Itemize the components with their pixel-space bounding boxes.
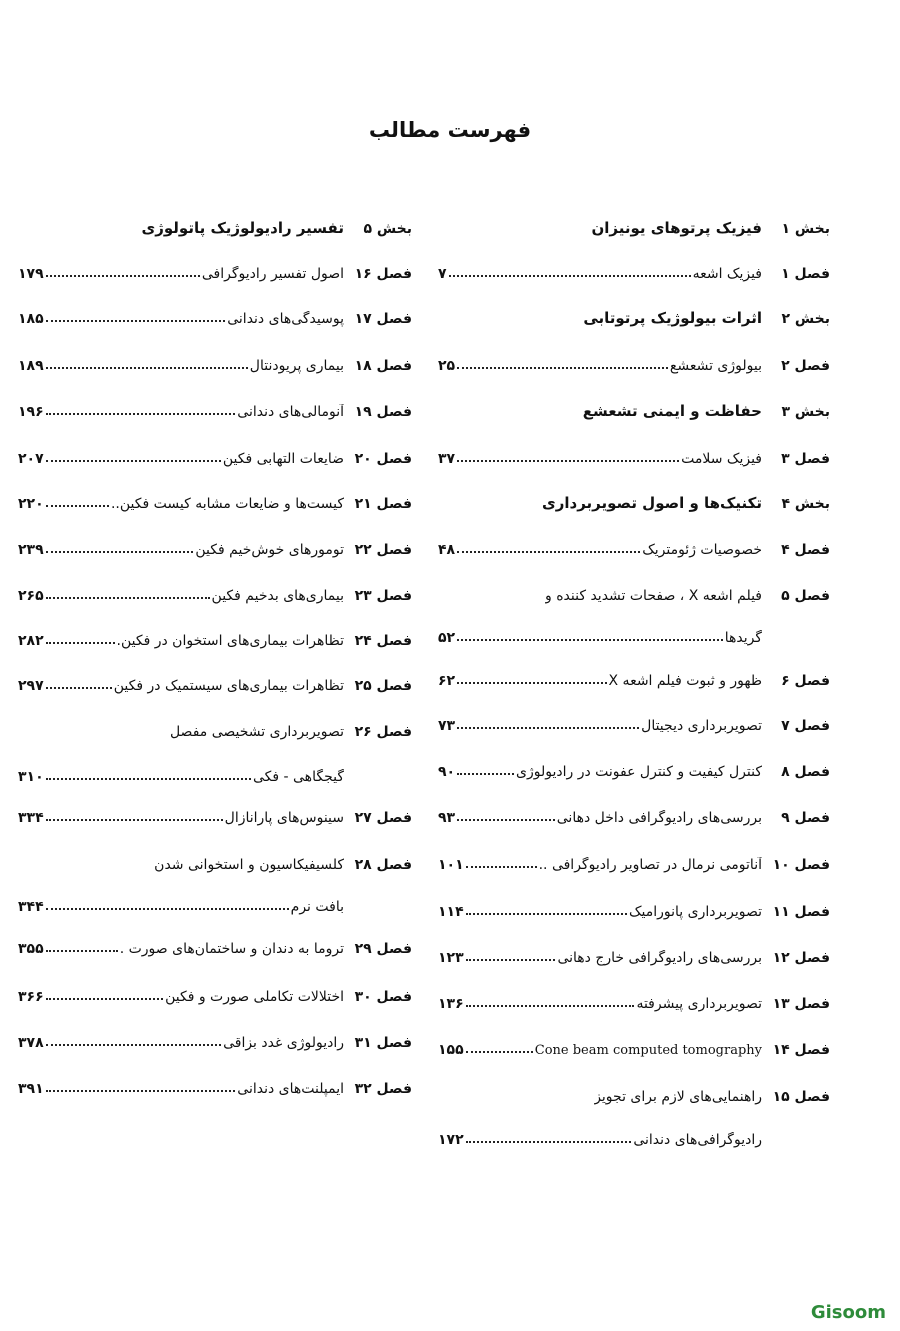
- toc-entry-row: [18, 851, 412, 873]
- page-number: ۳۱۰: [18, 769, 44, 785]
- chapter-title: آناتومی نرمال در تصاویر رادیوگرافی ..: [538, 857, 762, 873]
- chapter-label: فصل ۱۹: [354, 404, 412, 420]
- toc-entry-row: [18, 352, 412, 374]
- dot-leader: [46, 551, 194, 553]
- chapter-title: ایمپلنت‌های دندانی: [237, 1081, 344, 1097]
- chapter-label: فصل ۱۷: [354, 311, 412, 327]
- chapter-label: فصل ۲۰: [354, 451, 412, 467]
- toc-entry-row: [18, 893, 412, 915]
- toc-entry-row: [438, 758, 830, 780]
- toc-entry-row: [18, 672, 412, 694]
- toc-entry-row: [438, 990, 830, 1012]
- section-label: بخش ۱: [781, 221, 830, 237]
- chapter-title: پوسیدگی‌های دندانی: [227, 311, 344, 327]
- chapter-title: رادیوگرافی‌های دندانی: [633, 1132, 762, 1148]
- page-number: ۲۶۵: [18, 588, 44, 604]
- chapter-title: تظاهرات بیماری‌های سیستمیک در فکین: [113, 678, 344, 694]
- toc-entry-row: [438, 624, 830, 646]
- dot-leader: [46, 367, 248, 369]
- section-title: حفاظت و ایمنی تشعشع: [582, 402, 762, 420]
- chapter-title: بررسی‌های رادیوگرافی داخل دهانی: [556, 810, 762, 826]
- toc-entry-row: [438, 1083, 830, 1105]
- chapter-title: بیماری پریودنتال: [249, 358, 344, 374]
- chapter-title: ضایعات التهابی فکین: [222, 451, 344, 467]
- chapter-label: فصل ۱: [781, 266, 830, 282]
- toc-entry-row: [438, 1036, 830, 1058]
- chapter-label: فصل ۲۴: [354, 633, 412, 649]
- chapter-label: فصل ۲۵: [354, 678, 412, 694]
- chapter-title: آنومالی‌های دندانی: [237, 404, 344, 420]
- toc-entry-row: [18, 398, 412, 420]
- chapter-title: کیست‌ها و ضایعات مشابه کیست فکین..: [110, 496, 344, 512]
- chapter-title: فیزیک اشعه: [692, 266, 762, 282]
- toc-entry-row: [18, 763, 412, 785]
- chapter-label: فصل ۲۶: [354, 724, 412, 740]
- toc-entry-row: [18, 445, 412, 467]
- dot-leader: [46, 1090, 236, 1092]
- toc-entry-row: [18, 718, 412, 740]
- toc-entry-row: [18, 260, 412, 282]
- dot-leader: [46, 413, 236, 415]
- page-number: ۱۷۹: [18, 266, 44, 282]
- toc-entry-row: [438, 712, 830, 734]
- dot-leader: [46, 998, 163, 1000]
- page-number: ۳۵۵: [18, 941, 44, 957]
- page-number: ۲۸۲: [18, 633, 44, 649]
- chapter-title: خصوصیات ژئومتریک: [642, 542, 762, 558]
- toc-entry-row: [438, 445, 830, 467]
- chapter-label: فصل ۶: [781, 673, 830, 689]
- page-number: ۱۰۱: [438, 857, 464, 873]
- dot-leader: [46, 597, 210, 599]
- toc-entry-row: [438, 667, 830, 689]
- section-title: تفسیر رادیولوژیک پاتولوژی: [141, 219, 344, 237]
- dot-leader: [457, 551, 640, 553]
- dot-leader: [457, 727, 639, 729]
- dot-leader: [457, 773, 514, 775]
- chapter-title: اصول تفسیر رادیوگرافی: [201, 266, 344, 282]
- dot-leader: [46, 505, 109, 507]
- chapter-label: فصل ۱۵: [772, 1089, 830, 1105]
- dot-leader: [457, 682, 606, 684]
- chapter-title: تظاهرات بیماری‌های استخوان در فکین.: [116, 633, 344, 649]
- brand-logo: [811, 1302, 886, 1323]
- toc-entry-row: [18, 305, 412, 327]
- dot-leader: [46, 320, 226, 322]
- toc-section-row: [438, 490, 830, 512]
- chapter-title: کلسیفیکاسیون و استخوانی شدن: [154, 857, 344, 873]
- chapter-title: بیماری‌های بدخیم فکین: [211, 588, 344, 604]
- chapter-title: بررسی‌های رادیوگرافی خارج دهانی: [557, 950, 762, 966]
- dot-leader: [46, 778, 251, 780]
- chapter-title: رادیولوژی غدد بزاقی: [223, 1035, 344, 1051]
- page-number: ۴۸: [438, 542, 456, 558]
- chapter-label: فصل ۱۲: [772, 950, 830, 966]
- chapter-label: فصل ۹: [781, 810, 830, 826]
- chapter-title: کنترل کیفیت و کنترل عفونت در رادیولوژی: [516, 764, 762, 780]
- page-number: ۳۹۱: [18, 1081, 44, 1097]
- dot-leader: [46, 908, 289, 910]
- chapter-title: راهنمایی‌های لازم برای تجویز: [594, 1089, 762, 1105]
- chapter-label: فصل ۱۶: [354, 266, 412, 282]
- section-label: بخش ۳: [781, 404, 830, 420]
- dot-leader: [46, 819, 223, 821]
- page-number: ۳۷: [438, 451, 456, 467]
- chapter-label: فصل ۱۴: [772, 1042, 830, 1058]
- dot-leader: [46, 687, 112, 689]
- page-number: ۷: [438, 266, 447, 282]
- toc-entry-row: [18, 804, 412, 826]
- section-title: فیزیک پرتوهای یونیزان: [591, 219, 762, 237]
- chapter-label: فصل ۸: [781, 764, 830, 780]
- toc-entry-row: [438, 944, 830, 966]
- dot-leader: [46, 642, 115, 644]
- section-title: تکنیک‌ها و اصول تصویربرداری: [541, 494, 762, 512]
- dot-leader: [466, 1051, 533, 1053]
- toc-section-row: [438, 215, 830, 237]
- toc-entry-row: [438, 851, 830, 873]
- page-number: ۱۷۲: [438, 1132, 464, 1148]
- chapter-label: فصل ۲: [781, 358, 830, 374]
- page-number: ۲۳۹: [18, 542, 44, 558]
- dot-leader: [466, 1141, 632, 1143]
- chapter-title: سینوس‌های پارانازال: [224, 810, 344, 826]
- dot-leader: [46, 275, 200, 277]
- dot-leader: [466, 959, 556, 961]
- toc-entry-row: [18, 935, 412, 957]
- section-label: بخش ۲: [781, 311, 830, 327]
- chapter-title: تصویربرداری پانورامیک: [629, 904, 762, 920]
- chapter-title: تومورهای خوش‌خیم فکین: [195, 542, 344, 558]
- toc-entry-row: [18, 490, 412, 512]
- toc-entry-row: [18, 983, 412, 1005]
- page-number: ۷۳: [438, 718, 456, 734]
- chapter-label: فصل ۱۰: [772, 857, 830, 873]
- toc-column-left: [18, 0, 412, 1200]
- chapter-label: فصل ۱۳: [772, 996, 830, 1012]
- toc-entry-row: [18, 536, 412, 558]
- chapter-label: فصل ۲۸: [354, 857, 412, 873]
- dot-leader: [46, 460, 221, 462]
- chapter-title: اختلالات تکاملی صورت و فکین: [165, 989, 344, 1005]
- toc-entry-row: [18, 627, 412, 649]
- toc-section-row: [438, 398, 830, 420]
- chapter-title: گریدها: [724, 630, 762, 646]
- dot-leader: [466, 1005, 635, 1007]
- page-title: فهرست مطالب: [368, 118, 532, 142]
- page-number: ۱۸۵: [18, 311, 44, 327]
- chapter-label: فصل ۱۱: [772, 904, 830, 920]
- chapter-title: بیولوژی تشعشع: [669, 358, 762, 374]
- dot-leader: [46, 950, 118, 952]
- chapter-title: گیجگاهی - فکی: [252, 769, 344, 785]
- dot-leader: [466, 866, 537, 868]
- chapter-title: فیزیک سلامت: [681, 451, 762, 467]
- chapter-label: فصل ۷: [781, 718, 830, 734]
- page-number: ۲۹۷: [18, 678, 44, 694]
- section-title: اثرات بیولوژیک پرتوتابی: [583, 309, 762, 327]
- toc-entry-row: [438, 898, 830, 920]
- toc-entry-row: [438, 352, 830, 374]
- brand-logo-text: Gisoom: [810, 1302, 886, 1323]
- dot-leader: [457, 460, 679, 462]
- page-number: ۱۹۶: [18, 404, 44, 420]
- toc-entry-row: [438, 536, 830, 558]
- page-number: ۲۲۰: [18, 496, 44, 512]
- toc-column-right: [438, 0, 830, 1200]
- page-number: ۳۶۶: [18, 989, 44, 1005]
- chapter-label: فصل ۲۳: [354, 588, 412, 604]
- toc-entry-row: [18, 1075, 412, 1097]
- chapter-label: فصل ۳: [781, 451, 830, 467]
- chapter-title: Cone beam computed tomography: [534, 1043, 762, 1058]
- chapter-title: ظهور و ثبوت فیلم اشعه X: [608, 673, 762, 689]
- chapter-label: فصل ۵: [781, 588, 830, 604]
- chapter-title: تصویربرداری پیشرفته: [636, 996, 762, 1012]
- chapter-label: فصل ۲۷: [354, 810, 412, 826]
- dot-leader: [449, 275, 691, 277]
- page-number: ۳۷۸: [18, 1035, 44, 1051]
- page-number: ۹۰: [438, 764, 456, 780]
- page-number: ۲۰۷: [18, 451, 44, 467]
- chapter-label: فصل ۲۲: [354, 542, 412, 558]
- page-number: ۳۳۴: [18, 810, 44, 826]
- toc-entry-row: [438, 804, 830, 826]
- chapter-label: فصل ۳۲: [354, 1081, 412, 1097]
- toc-entry-row: [18, 582, 412, 604]
- page-number: ۱۵۵: [438, 1042, 464, 1058]
- chapter-title: تصویربرداری تشخیصی مفصل: [169, 724, 344, 740]
- page-number: ۲۵: [438, 358, 456, 374]
- chapter-label: فصل ۴: [781, 542, 830, 558]
- toc-section-row: [18, 215, 412, 237]
- chapter-title: بافت نرم: [290, 899, 344, 915]
- page-number: ۹۳: [438, 810, 456, 826]
- dot-leader: [457, 367, 668, 369]
- toc-entry-row: [438, 582, 830, 604]
- page-number: ۱۲۳: [438, 950, 464, 966]
- chapter-label: فصل ۲۱: [354, 496, 412, 512]
- section-label: بخش ۵: [363, 221, 412, 237]
- chapter-label: فصل ۲۹: [354, 941, 412, 957]
- chapter-label: فصل ۳۱: [354, 1035, 412, 1051]
- chapter-title: فیلم اشعه X ، صفحات تشدید کننده و: [544, 588, 762, 604]
- toc-entry-row: [438, 260, 830, 282]
- page-number: ۱۳۶: [438, 996, 464, 1012]
- page-number: ۶۲: [438, 673, 456, 689]
- dot-leader: [46, 1044, 221, 1046]
- dot-leader: [466, 913, 627, 915]
- dot-leader: [457, 639, 723, 641]
- page-number: ۳۴۴: [18, 899, 44, 915]
- page-number: ۵۲: [438, 630, 456, 646]
- toc-entry-row: [18, 1029, 412, 1051]
- section-label: بخش ۴: [781, 496, 830, 512]
- chapter-title: تصویربرداری دیجیتال: [641, 718, 762, 734]
- toc-entry-row: [438, 1126, 830, 1148]
- chapter-label: فصل ۱۸: [354, 358, 412, 374]
- dot-leader: [457, 819, 555, 821]
- chapter-title: تروما به دندان و ساختمان‌های صورت .: [119, 941, 344, 957]
- page-number: ۱۱۴: [438, 904, 464, 920]
- page-number: ۱۸۹: [18, 358, 44, 374]
- chapter-label: فصل ۳۰: [354, 989, 412, 1005]
- toc-section-row: [438, 305, 830, 327]
